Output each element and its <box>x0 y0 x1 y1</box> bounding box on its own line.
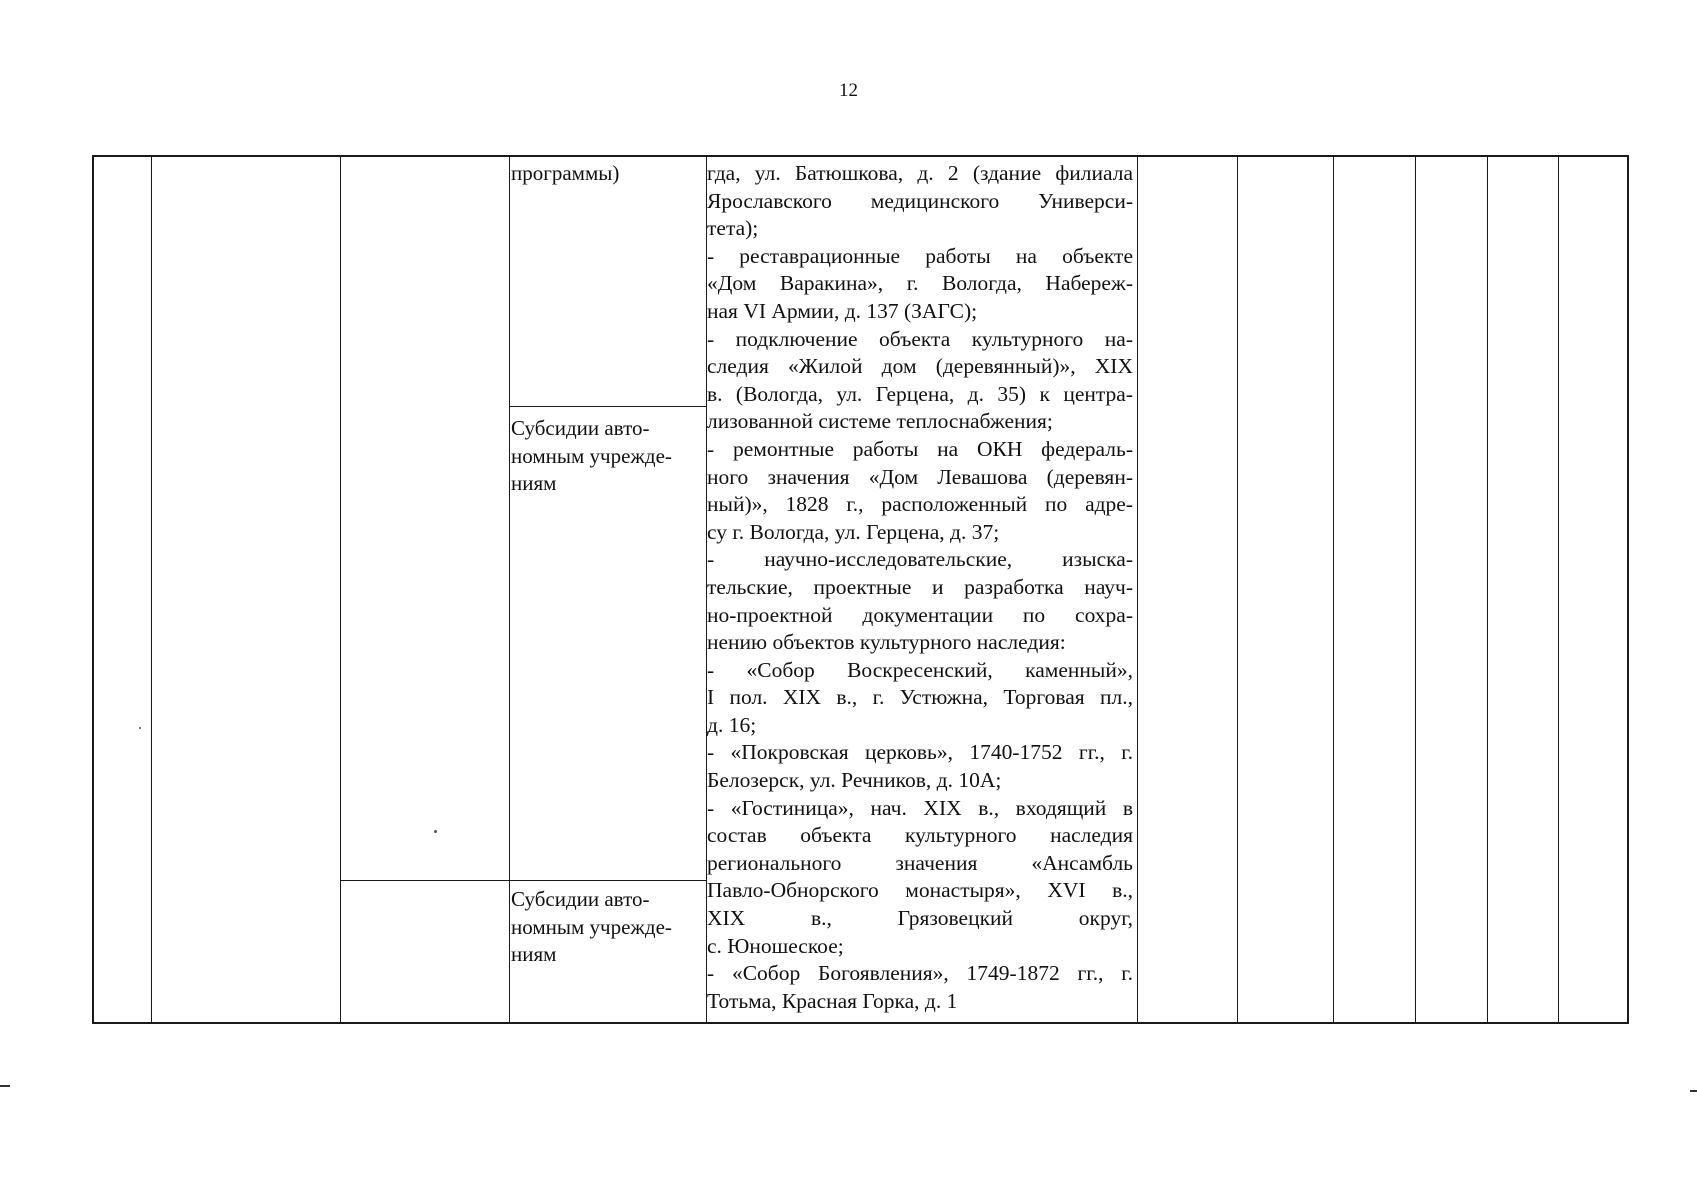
cell-subsidy-autonomous: Субсидии авто- номным учрежде- ниям <box>511 416 672 496</box>
description-line: - научно-исследовательские, изыска- <box>707 547 1133 572</box>
description-line: но-проектной документации по сохра- <box>707 602 1133 627</box>
column-divider <box>151 155 152 1024</box>
cell-works-description <box>707 160 1133 1015</box>
description-line: регионального значения «Ансамбль <box>707 850 1133 875</box>
description-line: «Дом Варакина», г. Вологда, Набереж- <box>707 271 1133 296</box>
page-number: 12 <box>839 80 858 101</box>
description-line: - «Собор Богоявления», 1749-1872 гг., г. <box>707 961 1133 986</box>
column-divider <box>1487 155 1488 1024</box>
scan-mark <box>1690 1090 1697 1092</box>
description-line: - «Собор Воскресенский, каменный», <box>707 657 1133 682</box>
cell-subsidy-autonomous-2: Субсидии авто- номным учрежде- ниям <box>511 887 672 967</box>
description-line: Павло-Обнорского монастыря», XVI в., <box>707 878 1133 903</box>
description-line: состав объекта культурного наследия <box>707 823 1133 848</box>
scan-speck <box>139 727 141 729</box>
description-line: - реставрационные работы на объекте <box>707 243 1133 268</box>
description-line: Ярославского медицинского Универси- <box>707 188 1133 213</box>
description-line: - ремонтные работы на ОКН федераль- <box>707 436 1133 461</box>
column-divider <box>1137 155 1138 1024</box>
description-line: тета); <box>707 216 759 241</box>
description-line: су г. Вологда, ул. Герцена, д. 37; <box>707 519 1000 544</box>
scan-speck <box>434 830 437 833</box>
description-line: гда, ул. Батюшкова, д. 2 (здание филиала <box>707 161 1133 185</box>
row-divider <box>509 406 706 407</box>
column-divider <box>1237 155 1238 1024</box>
description-line: - «Гостиница», нач. XIX в., входящий в <box>707 795 1133 820</box>
row-divider <box>340 880 706 881</box>
column-divider <box>1333 155 1334 1024</box>
description-line: - подключение объекта культурного на- <box>707 326 1133 351</box>
column-divider <box>509 155 510 1024</box>
description-line: лизованной системе теплоснабжения; <box>707 409 1053 434</box>
description-line: в. (Вологда, ул. Герцена, д. 35) к центра- <box>707 381 1133 406</box>
description-line: Белозерск, ул. Речников, д. 10А; <box>707 768 1002 793</box>
cell-program-tail: программы) <box>511 161 620 185</box>
description-line: I пол. XIX в., г. Устюжна, Торговая пл., <box>707 685 1133 710</box>
description-line: д. 16; <box>707 712 757 737</box>
description-line: ный)», 1828 г., расположенный по адре- <box>707 492 1133 517</box>
description-line: нению объектов культурного наследия: <box>707 630 1066 655</box>
column-divider <box>1558 155 1559 1024</box>
description-line: с. Юношеское; <box>707 933 844 958</box>
scan-mark <box>0 1085 10 1087</box>
description-line: - «Покровская церковь», 1740-1752 гг., г. <box>707 740 1133 765</box>
description-line: тельские, проектные и разработка науч- <box>707 574 1133 599</box>
description-line: ная VI Армии, д. 137 (ЗАГС); <box>707 298 978 323</box>
description-line: ного значения «Дом Левашова (деревян- <box>707 464 1133 489</box>
description-line: Тотьма, Красная Горка, д. 1 <box>707 988 958 1013</box>
description-line: следия «Жилой дом (деревянный)», XIX <box>707 354 1133 379</box>
description-line: XIX в., Грязовецкий округ, <box>707 906 1133 931</box>
column-divider <box>1415 155 1416 1024</box>
column-divider <box>340 155 341 1024</box>
